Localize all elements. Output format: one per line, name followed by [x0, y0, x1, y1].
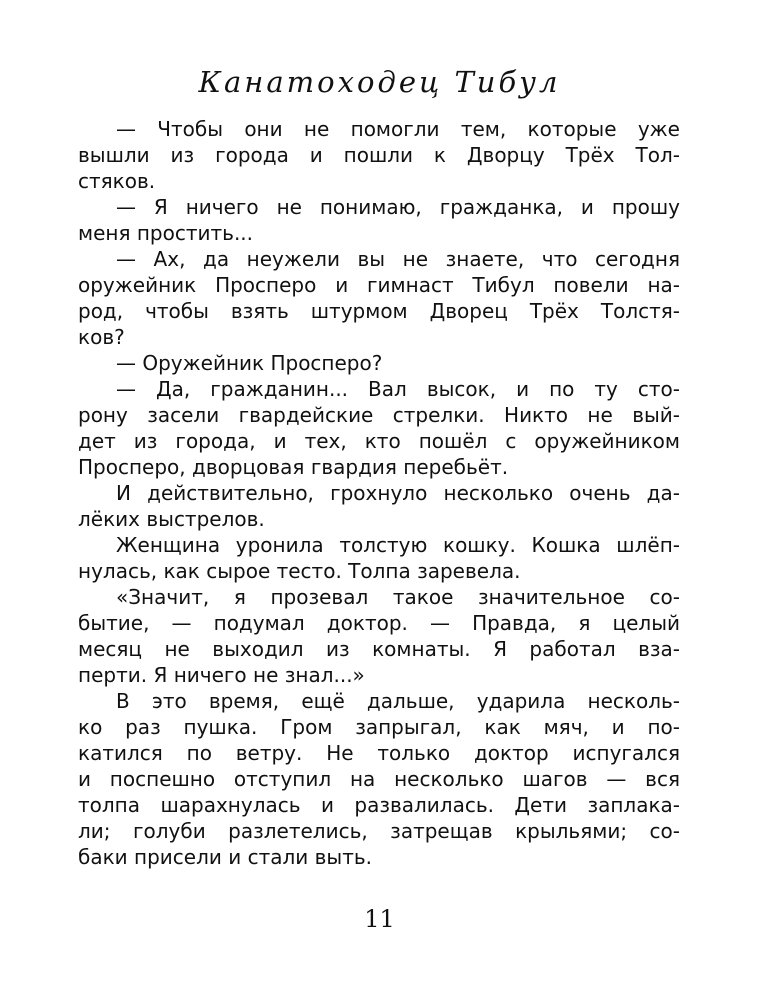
paragraph: [78, 688, 680, 870]
paragraph: [78, 350, 680, 376]
text-line: ли; голуби разлетелись, затрещав крыльями; со-: [78, 819, 680, 843]
text-line: месяц не выходил из комнаты. Я работал вза-: [78, 637, 680, 661]
text-line: перти. Я ничего не знал...»: [78, 663, 365, 687]
paragraph: [78, 480, 680, 532]
text-line: Просперо, дворцовая гвардия перебьёт.: [78, 455, 509, 479]
paragraph: [78, 194, 680, 246]
paragraph: [78, 532, 680, 584]
page-number: 11: [364, 905, 395, 933]
paragraph: [78, 116, 680, 194]
text-line: — Ах, да неужели вы не знаете, что сегодня: [116, 247, 680, 271]
text-line: И действительно, грохнуло несколько очень да-: [116, 481, 680, 505]
text-line: стяков.: [78, 169, 156, 193]
text-line: толпа шарахнулась и развалилась. Дети заплака-: [78, 793, 680, 817]
text-line: оружейник Просперо и гимнаст Тибул повели на-: [78, 273, 680, 297]
paragraph: [78, 376, 680, 480]
text-line: — Чтобы они не помогли тем, которые уже: [116, 117, 680, 141]
text-line: Женщина уронила толстую кошку. Кошка шлёп-: [116, 533, 680, 557]
text-line: ков?: [78, 325, 125, 349]
text-line: бытие, — подумал доктор. — Правда, я целый: [78, 611, 680, 635]
text-line: вышли из города и пошли к Дворцу Трёх Тол-: [78, 143, 680, 167]
text-line: лёких выстрелов.: [78, 507, 265, 531]
text-line: «Значит, я прозевал такое значительное со-: [116, 585, 680, 609]
text-line: и поспешно отступил на несколько шагов — вся: [78, 767, 680, 791]
text-line: — Я ничего не понимаю, гражданка, и прошу: [116, 195, 680, 219]
text-line: баки присели и стали выть.: [78, 845, 373, 869]
running-title: Канатоходец Тибул: [198, 65, 561, 99]
text-line: катился по ветру. Не только доктор испугался: [78, 741, 680, 765]
text-line: нулась, как сырое тесто. Толпа заревела.: [78, 559, 521, 583]
text-line: рону засели гвардейские стрелки. Никто не вый-: [78, 403, 680, 427]
paragraph: [78, 584, 680, 688]
text-line: род, чтобы взять штурмом Дворец Трёх Толстя-: [78, 299, 680, 323]
text-line: дет из города, и тех, кто пошёл с оружейником: [78, 429, 680, 453]
text-line: ко раз пушка. Гром запрыгал, как мяч, и по-: [78, 715, 680, 739]
text-line: меня простить...: [78, 221, 254, 245]
text-line: — Оружейник Просперо?: [116, 351, 383, 375]
body-text: [78, 116, 680, 870]
paragraph: [78, 246, 680, 350]
text-line: В это время, ещё дальше, ударила несколь-: [116, 689, 680, 713]
text-line: — Да, гражданин... Вал высок, и по ту сто-: [116, 377, 680, 401]
